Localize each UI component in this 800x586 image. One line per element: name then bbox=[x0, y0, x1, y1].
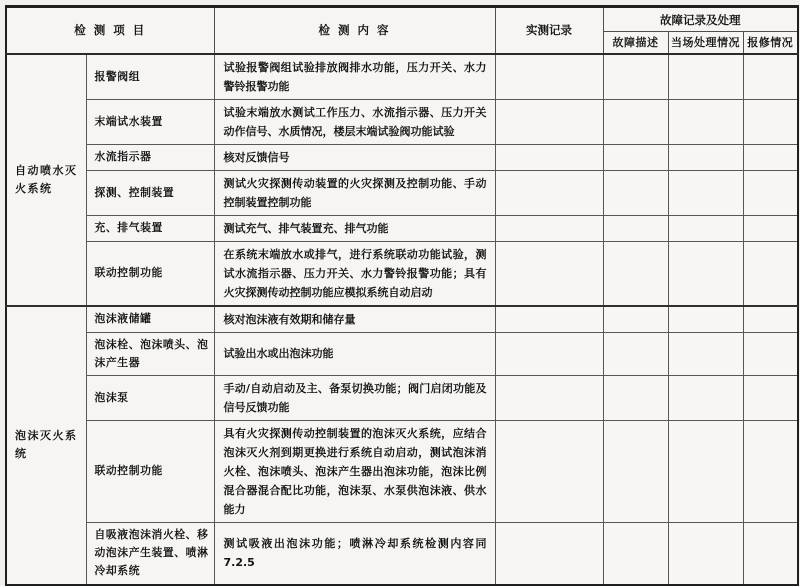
item-cell: 充、排气装置 bbox=[86, 215, 214, 241]
item-cell: 泡沫泵 bbox=[86, 375, 214, 420]
repair-cell bbox=[743, 522, 798, 585]
measured-record-cell bbox=[495, 99, 603, 144]
fault-desc-cell bbox=[603, 144, 668, 170]
item-cell: 联动控制功能 bbox=[86, 241, 214, 306]
fault-desc-cell bbox=[603, 99, 668, 144]
repair-cell bbox=[743, 215, 798, 241]
content-cell: 核对泡沫液有效期和储存量 bbox=[214, 306, 495, 333]
repair-cell bbox=[743, 144, 798, 170]
fault-desc-cell bbox=[603, 241, 668, 306]
measured-record-cell bbox=[495, 306, 603, 333]
header-fault-group: 故障记录及处理 bbox=[603, 7, 798, 32]
item-cell: 水流指示器 bbox=[86, 144, 214, 170]
content-cell: 手动/自动启动及主、备泵切换功能；阀门启闭功能及信号反馈功能 bbox=[214, 375, 495, 420]
repair-cell bbox=[743, 420, 798, 522]
repair-cell bbox=[743, 241, 798, 306]
onsite-handling-cell bbox=[668, 215, 743, 241]
header-content: 检 测 内 容 bbox=[214, 7, 495, 54]
content-cell: 试验末端放水测试工作压力、水流指示器、压力开关动作信号、水质情况，楼层末端试验阀功能试验 bbox=[214, 99, 495, 144]
item-cell: 泡沫栓、泡沫喷头、泡沫产生器 bbox=[86, 332, 214, 375]
onsite-handling-cell bbox=[668, 375, 743, 420]
system-group-label: 泡沫灭火系统 bbox=[6, 306, 86, 586]
item-cell: 自吸液泡沫消火栓、移动泡沫产生装置、喷淋冷却系统 bbox=[86, 522, 214, 585]
repair-cell bbox=[743, 54, 798, 100]
repair-cell bbox=[743, 170, 798, 215]
fault-desc-cell bbox=[603, 215, 668, 241]
fault-desc-cell bbox=[603, 375, 668, 420]
table-row bbox=[6, 144, 798, 170]
repair-cell bbox=[743, 332, 798, 375]
table-row bbox=[6, 332, 798, 375]
system-group-label: 自动喷水灭火系统 bbox=[6, 54, 86, 306]
repair-cell bbox=[743, 306, 798, 333]
table-row bbox=[6, 170, 798, 215]
repair-cell bbox=[743, 375, 798, 420]
header-measured-record: 实测记录 bbox=[495, 7, 603, 54]
content-cell: 具有火灾探测传动控制装置的泡沫灭火系统，应结合泡沫灭火剂到期更换进行系统自动启动，测试泡沫消火栓、泡沫喷头、泡沫产生器出泡沫功能，泡沫比例混合器混合配比功能，泡沫泵、水泵供泡沫液、供水能力 bbox=[214, 420, 495, 522]
onsite-handling-cell bbox=[668, 170, 743, 215]
fault-desc-cell bbox=[603, 420, 668, 522]
content-cell: 测试充气、排气装置充、排气功能 bbox=[214, 215, 495, 241]
item-cell: 联动控制功能 bbox=[86, 420, 214, 522]
header-onsite-handling: 当场处理情况 bbox=[668, 32, 743, 54]
content-cell: 在系统末端放水或排气，进行系统联动功能试验，测试水流指示器、压力开关、水力警铃报警功能；具有火灾探测传动控制功能应模拟系统自动启动 bbox=[214, 241, 495, 306]
onsite-handling-cell bbox=[668, 522, 743, 585]
measured-record-cell bbox=[495, 420, 603, 522]
measured-record-cell bbox=[495, 375, 603, 420]
onsite-handling-cell bbox=[668, 99, 743, 144]
table-header bbox=[6, 7, 798, 54]
measured-record-cell bbox=[495, 144, 603, 170]
table-row bbox=[6, 241, 798, 306]
content-cell: 核对反馈信号 bbox=[214, 144, 495, 170]
header-fault-desc: 故障描述 bbox=[603, 32, 668, 54]
measured-record-cell bbox=[495, 522, 603, 585]
item-cell: 末端试水装置 bbox=[86, 99, 214, 144]
onsite-handling-cell bbox=[668, 54, 743, 100]
table-row bbox=[6, 375, 798, 420]
header-repair-status: 报修情况 bbox=[743, 32, 798, 54]
fault-desc-cell bbox=[603, 522, 668, 585]
table-row bbox=[6, 99, 798, 144]
table-row bbox=[6, 306, 798, 333]
onsite-handling-cell bbox=[668, 420, 743, 522]
fault-desc-cell bbox=[603, 332, 668, 375]
repair-cell bbox=[743, 99, 798, 144]
onsite-handling-cell bbox=[668, 144, 743, 170]
table-row bbox=[6, 215, 798, 241]
onsite-handling-cell bbox=[668, 241, 743, 306]
measured-record-cell bbox=[495, 170, 603, 215]
content-cell: 测试火灾探测传动装置的火灾探测及控制功能、手动控制装置控制功能 bbox=[214, 170, 495, 215]
table-row bbox=[6, 522, 798, 585]
measured-record-cell bbox=[495, 241, 603, 306]
measured-record-cell bbox=[495, 54, 603, 100]
header-project: 检 测 项 目 bbox=[6, 7, 214, 54]
table-row bbox=[6, 54, 798, 100]
fault-desc-cell bbox=[603, 306, 668, 333]
inspection-table bbox=[5, 5, 799, 586]
content-cell: 试验报警阀组试验排放阀排水功能，压力开关、水力警铃报警功能 bbox=[214, 54, 495, 100]
header-row-top bbox=[6, 7, 798, 32]
item-cell: 报警阀组 bbox=[86, 54, 214, 100]
measured-record-cell bbox=[495, 215, 603, 241]
onsite-handling-cell bbox=[668, 332, 743, 375]
fault-desc-cell bbox=[603, 54, 668, 100]
content-cell: 试验出水或出泡沫功能 bbox=[214, 332, 495, 375]
item-cell: 泡沫液储罐 bbox=[86, 306, 214, 333]
content-cell: 测试吸液出泡沫功能；喷淋冷却系统检测内容同 7.2.5 bbox=[214, 522, 495, 585]
table-row bbox=[6, 420, 798, 522]
fault-desc-cell bbox=[603, 170, 668, 215]
onsite-handling-cell bbox=[668, 306, 743, 333]
item-cell: 探测、控制装置 bbox=[86, 170, 214, 215]
measured-record-cell bbox=[495, 332, 603, 375]
